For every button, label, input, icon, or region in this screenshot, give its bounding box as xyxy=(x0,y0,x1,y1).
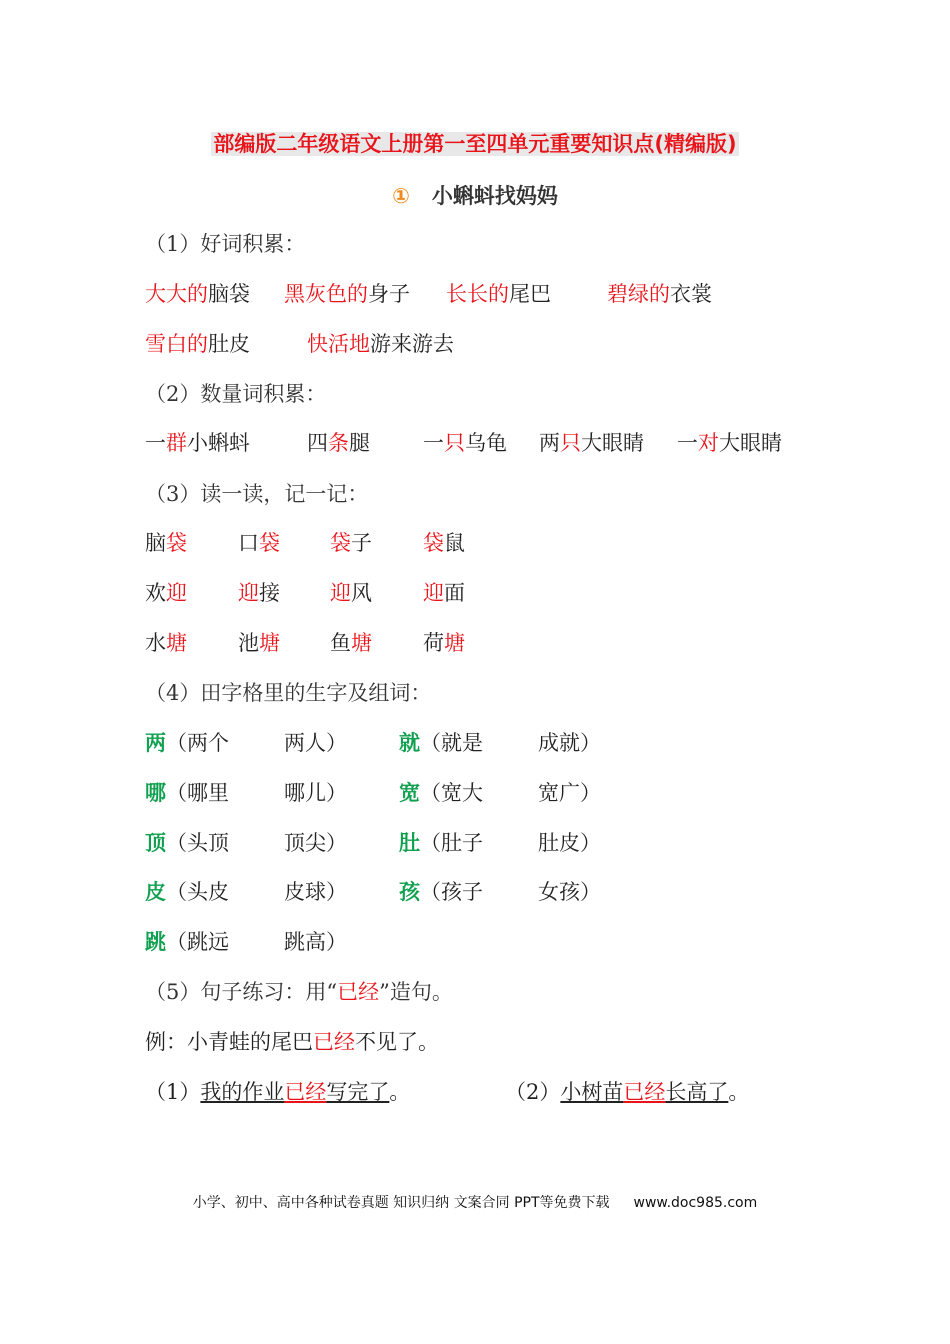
section-3-heading: （3）读一读，记一记： xyxy=(145,482,369,506)
section-2-heading: （2）数量词积累： xyxy=(145,382,327,406)
read-word: 迎风 xyxy=(330,581,372,605)
quantity-word: 一对大眼睛 xyxy=(677,431,782,455)
good-word: 碧绿的衣裳 xyxy=(607,282,712,306)
read-word: 口袋 xyxy=(238,531,280,555)
lesson-number: ① xyxy=(392,184,410,208)
read-word: 水塘 xyxy=(145,631,187,655)
good-word: 大大的脑袋 xyxy=(145,282,250,306)
char-word: 成就） xyxy=(538,731,601,755)
char-word: 皮球） xyxy=(284,880,347,904)
answer-2: （2）小树苗已经长高了。 xyxy=(505,1080,750,1104)
section-5-heading: （5）句子练习：用“已经”造句。 xyxy=(145,980,453,1004)
char-entry: 孩（孩子 xyxy=(399,879,483,904)
footer-text: 小学、初中、高中各种试卷真题 知识归纳 文案合同 PPT等免费下载 xyxy=(192,1195,610,1211)
read-row-2 xyxy=(0,577,950,607)
good-word: 黑灰色的身子 xyxy=(284,282,410,306)
char-entry: 顶（头顶 xyxy=(145,830,229,855)
quantity-word: 两只大眼睛 xyxy=(539,431,644,455)
read-row-1 xyxy=(0,527,950,557)
char-word: 顶尖） xyxy=(284,831,347,855)
lesson-heading xyxy=(0,180,950,210)
char-word: 肚皮） xyxy=(538,831,601,855)
char-row-1 xyxy=(0,727,950,757)
char-word: 宽广） xyxy=(538,781,601,805)
read-word: 鱼塘 xyxy=(330,631,372,655)
char-row-3 xyxy=(0,827,950,857)
char-row-4 xyxy=(0,876,950,906)
read-word: 欢迎 xyxy=(145,581,187,605)
good-words-row-1 xyxy=(0,278,950,308)
good-word: 快活地游来游去 xyxy=(307,332,454,356)
footer-site-link[interactable]: www.doc985.com xyxy=(633,1195,758,1211)
char-entry: 就（就是 xyxy=(399,730,483,755)
read-row-3 xyxy=(0,627,950,657)
example-sentence: 例：小青蛙的尾巴已经不见了。 xyxy=(145,1030,439,1054)
char-word: 哪儿） xyxy=(284,781,347,805)
page-footer xyxy=(0,1192,950,1212)
quantity-word: 一只乌龟 xyxy=(423,431,507,455)
char-row-2 xyxy=(0,777,950,807)
document-title: 部编版二年级语文上册第一至四单元重要知识点(精编版) xyxy=(213,132,737,156)
good-words-row-2 xyxy=(0,328,950,358)
read-word: 迎接 xyxy=(238,581,280,605)
char-word: 跳高） xyxy=(284,930,347,954)
char-entry: 跳（跳远 xyxy=(145,929,229,954)
read-word: 袋鼠 xyxy=(423,531,465,555)
read-word: 袋子 xyxy=(330,531,372,555)
read-word: 荷塘 xyxy=(423,631,465,655)
section-1-heading: （1）好词积累： xyxy=(145,232,306,256)
char-entry: 两（两个 xyxy=(145,730,229,755)
good-word: 雪白的肚皮 xyxy=(145,332,250,356)
quantity-words-row xyxy=(0,427,950,457)
answer-row xyxy=(0,1076,950,1106)
good-word: 长长的尾巴 xyxy=(446,282,551,306)
char-entry: 皮（头皮 xyxy=(145,879,229,904)
read-word: 迎面 xyxy=(423,581,465,605)
char-word: 两人） xyxy=(284,731,347,755)
read-word: 脑袋 xyxy=(145,531,187,555)
char-row-5 xyxy=(0,926,950,956)
section-4-heading: （4）田字格里的生字及组词： xyxy=(145,681,432,705)
char-entry: 哪（哪里 xyxy=(145,780,229,805)
char-word: 女孩） xyxy=(538,880,601,904)
answer-1: （1）我的作业已经写完了。 xyxy=(145,1080,411,1104)
quantity-word: 四条腿 xyxy=(307,431,370,455)
quantity-word: 一群小蝌蚪 xyxy=(145,431,250,455)
char-entry: 宽（宽大 xyxy=(399,780,483,805)
char-entry: 肚（肚子 xyxy=(399,830,483,855)
lesson-name: 小蝌蚪找妈妈 xyxy=(431,184,558,208)
read-word: 池塘 xyxy=(238,631,280,655)
